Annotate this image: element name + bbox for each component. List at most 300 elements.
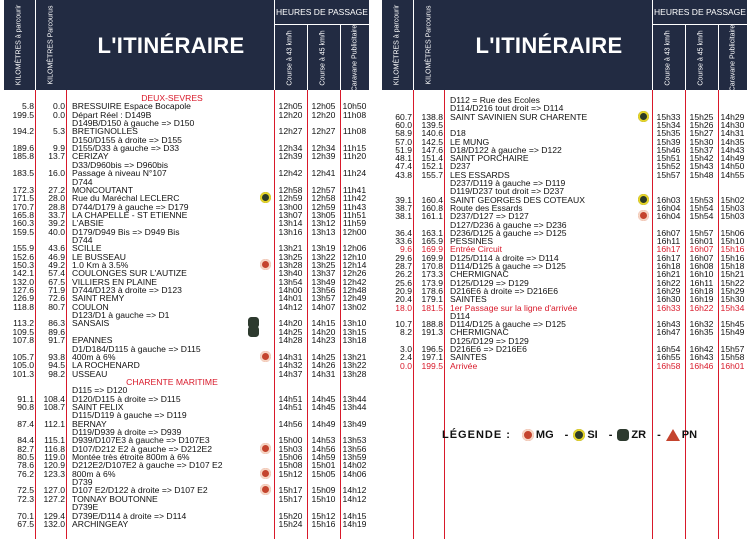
table-cell: 13h54	[278, 276, 303, 287]
table-cell: 14h12	[342, 485, 367, 496]
table-cell: 15h17	[278, 493, 303, 504]
table-cell: 38.7	[395, 202, 412, 213]
route-description: MONCOUTANT	[72, 184, 133, 195]
table-cell: 16h32	[689, 319, 714, 330]
table-cell: 13h28	[342, 368, 367, 379]
table-cell: 90.8	[17, 401, 34, 412]
route-description: Départ Réel : D149B	[72, 109, 152, 120]
table-cell: 12h27	[278, 126, 303, 137]
route-description: D125/D129 => D129	[450, 277, 529, 288]
table-cell: 67.5	[48, 276, 65, 287]
route-description: D1/D184/D115 à gauche => D115	[72, 343, 201, 354]
table-cell: 13h15	[342, 326, 367, 337]
table-cell: 126.9	[12, 293, 34, 304]
table-cell: 16h07	[656, 227, 681, 238]
table-cell: 84.4	[17, 435, 34, 446]
table-cell: 109.5	[12, 326, 34, 337]
route-description: LA ROCHENARD	[72, 360, 140, 371]
route-description: D115 => D120	[72, 385, 128, 396]
table-cell: 12h00	[342, 226, 367, 237]
table-cell: 28.8	[48, 201, 65, 212]
table-cell: 67.5	[17, 518, 34, 529]
route-description: BERNAY	[72, 418, 107, 429]
km-traveled-header: KILOMÈTRES Parcourus	[425, 5, 432, 85]
table-cell: 16h17	[656, 252, 681, 263]
route-description: D125/D129 => D129	[450, 335, 529, 346]
table-cell: 105.0	[12, 360, 34, 371]
table-cell: 14h15	[311, 318, 336, 329]
table-cell: 72.5	[17, 485, 34, 496]
table-cell: 0.0	[53, 101, 65, 112]
table-cell: 87.4	[17, 418, 34, 429]
table-cell: 16h07	[689, 252, 714, 263]
route-description: LE BUSSEAU	[72, 251, 126, 262]
table-cell: 15h54	[689, 211, 714, 222]
table-cell: 13h07	[278, 209, 303, 220]
table-cell: 38.1	[395, 211, 412, 222]
table-cell: 15h27	[689, 128, 714, 139]
table-cell: 70.1	[17, 510, 34, 521]
route-description: D114	[450, 310, 470, 321]
table-cell: 0.0	[53, 109, 65, 120]
table-cell: 11h42	[342, 193, 367, 204]
table-cell: 150.3	[12, 260, 34, 270]
table-cell: 14h56	[278, 418, 303, 429]
table-cell: 15h39	[656, 136, 681, 147]
table-cell: 185.8	[12, 151, 34, 162]
table-cell: 49.2	[48, 260, 65, 270]
table-cell: 15h30	[689, 136, 714, 147]
table-cell: 46.9	[48, 251, 65, 262]
table-cell: 13h16	[278, 226, 303, 237]
mg-icon	[522, 429, 534, 441]
table-cell: 152.1	[421, 161, 443, 172]
route-description: BRETIGNOLLES	[72, 126, 138, 137]
table-cell: 13h53	[342, 435, 367, 446]
table-cell: 14h01	[278, 293, 303, 304]
table-cell: 14h02	[342, 460, 367, 471]
route-description: CERIZAY	[72, 151, 109, 162]
table-cell: 43.6	[48, 243, 65, 254]
table-cell: 15h35	[656, 128, 681, 139]
table-cell: 5.8	[22, 101, 34, 112]
table-row	[4, 519, 369, 529]
table-cell: 112.1	[44, 418, 65, 429]
table-cell: 28.7	[395, 261, 412, 271]
table-cell: 86.3	[48, 318, 65, 329]
route-description: Rue du Maréchal LECLERC	[72, 193, 180, 204]
table-cell: 13h21	[278, 243, 303, 254]
itinerary-page-left	[4, 0, 369, 539]
table-cell: 118.8	[13, 301, 34, 312]
legend-item: SI	[573, 429, 597, 441]
table-cell: 14h30	[720, 119, 745, 130]
km-traveled-header: KILOMÈTRES Parcourus	[47, 5, 54, 85]
table-cell: 12h48	[342, 285, 367, 296]
table-cell: 16h19	[689, 294, 714, 305]
table-cell: 13h37	[311, 268, 336, 279]
table-cell: 16h01	[689, 236, 714, 247]
table-cell: 191.3	[421, 327, 443, 338]
table-cell: 57.0	[395, 136, 412, 147]
table-cell: 14h31	[311, 368, 336, 379]
table-cell: 12h58	[311, 193, 336, 204]
table-cell: 173.9	[421, 277, 443, 288]
table-cell: 11h15	[342, 143, 367, 154]
table-cell: 16h58	[656, 360, 681, 371]
table-cell: 16h54	[656, 344, 681, 354]
legend-title: LÉGENDE :	[442, 429, 511, 441]
table-cell: 13h25	[278, 251, 303, 262]
table-cell: 13h22	[342, 360, 367, 371]
table-cell: 16h43	[656, 319, 681, 330]
km-remaining-header: KILOMÈTRES à parcourir	[15, 4, 23, 86]
table-cell: 14h20	[278, 318, 303, 329]
table-cell: 14h50	[720, 161, 745, 172]
route-description: COULONGES SUR L'AUTIZE	[72, 268, 187, 279]
table-cell: 16h35	[689, 327, 714, 338]
table-cell: 169.9	[421, 252, 443, 263]
table-cell: 15h16	[720, 252, 745, 263]
table-cell: 14h49	[720, 153, 745, 164]
table-cell: 15h37	[689, 144, 714, 155]
route-description: SAINT PORCHAIRE	[450, 153, 529, 164]
table-cell: 12h59	[311, 201, 336, 212]
table-cell: 15h46	[656, 144, 681, 155]
table-cell: 27.2	[48, 184, 65, 195]
route-description: Route des Essards	[450, 202, 523, 213]
table-cell: 16h46	[689, 360, 714, 371]
table-cell: 16h03	[656, 194, 681, 205]
table-cell: 13h49	[311, 276, 336, 287]
table-cell: 14h20	[311, 326, 336, 337]
table-cell: 15h05	[311, 468, 336, 479]
table-cell: 36.4	[395, 227, 412, 238]
table-cell: 14h00	[278, 285, 303, 296]
table-cell: 13h44	[342, 393, 367, 404]
table-cell: 14h07	[311, 301, 336, 312]
table-cell: 15h42	[689, 153, 714, 164]
table-cell: 16h18	[656, 261, 681, 271]
table-cell: 108.7	[43, 401, 65, 412]
table-cell: 15h57	[689, 227, 714, 238]
table-cell: 147.6	[421, 144, 443, 155]
route-description: CHARENTE MARITIME	[126, 376, 218, 387]
table-cell: 172.3	[12, 184, 34, 195]
table-cell: 15h10	[720, 236, 745, 247]
table-cell: 9.9	[53, 143, 65, 154]
table-cell: 93.8	[48, 351, 65, 362]
table-cell: 159.5	[12, 226, 34, 237]
table-cell: 15h21	[720, 269, 745, 280]
route-description: D114/D125 à gauche => D125	[450, 261, 566, 271]
table-cell: 12h59	[278, 193, 303, 204]
table-cell: 16h10	[689, 269, 714, 280]
table-cell: 181.5	[421, 302, 443, 313]
route-description: D744	[72, 234, 93, 245]
table-cell: 132.0	[43, 518, 65, 529]
table-cell: 18.0	[395, 302, 412, 313]
route-description: D127/D236 à gauche => D236	[450, 219, 567, 230]
table-cell: 16h07	[689, 244, 714, 255]
table-cell: 160.8	[421, 202, 443, 213]
table-cell: 12h39	[311, 151, 336, 162]
route-description: SAINT SAVINIEN SUR CHARENTE	[450, 111, 588, 122]
table-cell: 14h59	[311, 452, 336, 463]
route-description: EPANNES	[72, 335, 113, 346]
route-description: Montée très étroite 800m à 6%	[72, 452, 190, 463]
table-cell: 16h11	[656, 236, 681, 247]
table-cell: 15h25	[689, 111, 714, 122]
table-cell: 15h58	[720, 352, 745, 363]
table-cell: 15h16	[311, 518, 336, 529]
table-cell: 60.0	[395, 119, 412, 130]
table-cell: 15h00	[278, 435, 303, 446]
table-cell: 13.7	[48, 151, 65, 162]
table-cell: 13h10	[342, 318, 367, 329]
route-description: 1.0 Km à 3.5%	[72, 260, 129, 270]
table-cell: 15h34	[656, 119, 681, 130]
table-cell: 98.2	[48, 368, 65, 379]
table-cell: 13h56	[342, 443, 367, 454]
table-cell: 16h55	[656, 352, 681, 363]
table-cell: 173.3	[421, 269, 443, 280]
table-cell: 16h33	[656, 302, 681, 313]
table-cell: 5.3	[53, 126, 65, 137]
route-description: D216E6 => D216E6	[450, 344, 527, 354]
table-cell: 12h34	[278, 143, 303, 154]
table-cell: 113.2	[13, 318, 34, 329]
itinerary-page-right	[382, 0, 747, 539]
table-cell: 14h55	[720, 169, 745, 180]
route-description: D744/D179 à gauche => D179	[72, 201, 189, 212]
table-cell: 12h06	[342, 243, 367, 254]
table-cell: 2.4	[400, 352, 412, 363]
table-cell: 16h30	[656, 294, 681, 305]
route-description: D115/D119 à gauche => D119	[72, 410, 187, 421]
table-cell: 14h37	[278, 368, 303, 379]
table-cell: 12h20	[278, 109, 303, 120]
table-cell: 80.5	[17, 452, 34, 463]
table-cell: 140.6	[421, 128, 443, 139]
table-cell: 14h15	[342, 510, 367, 521]
route-description: USSEAU	[72, 368, 108, 379]
table-cell: 12h58	[278, 184, 303, 195]
table-cell: 16h08	[689, 261, 714, 271]
route-description: D155/D33 à gauche => D33	[72, 143, 180, 154]
table-cell: 76.2	[17, 468, 34, 479]
table-cell: 171.5	[12, 193, 34, 204]
table-cell: 116.8	[44, 443, 65, 454]
route-description: D237/D127 => D127	[450, 211, 529, 222]
table-cell: 170.8	[421, 261, 443, 271]
km-remaining-header: KILOMÈTRES à parcourir	[393, 4, 401, 86]
route-description: ARCHINGEAY	[72, 518, 129, 529]
route-description: Arrivée	[450, 360, 478, 371]
table-cell: 15h34	[720, 302, 745, 313]
table-cell: 15h20	[278, 510, 303, 521]
table-cell: 15h10	[311, 493, 336, 504]
table-cell: 199.5	[421, 360, 443, 371]
table-cell: 82.7	[17, 443, 34, 454]
legend-item: MG	[522, 429, 554, 441]
table-cell: 11h43	[342, 201, 367, 212]
table-cell: 0.0	[400, 360, 412, 371]
table-cell: 13h40	[278, 268, 303, 279]
table-cell: 14h31	[720, 128, 745, 139]
route-description: BRESSUIRE Espace Bocapole	[72, 101, 191, 112]
table-cell: 179.1	[421, 294, 443, 305]
speed-45-header: Course à 45 km/h	[698, 29, 705, 86]
table-cell: 16h47	[656, 327, 681, 338]
table-cell: 16h22	[689, 302, 714, 313]
route-description: D179/D949 Bis => D949 Bis	[72, 226, 180, 237]
table-cell: 12h41	[311, 168, 336, 179]
table-cell: 11h41	[342, 184, 367, 195]
table-cell: 15h57	[720, 344, 745, 354]
table-cell: 16h18	[689, 285, 714, 296]
table-cell: 16h42	[689, 344, 714, 354]
table-cell: 16h04	[656, 211, 681, 222]
route-description: D744	[72, 176, 93, 187]
table-cell: 47.4	[395, 161, 412, 172]
speed-43-header: Course à 43 km/h	[665, 29, 672, 86]
table-cell: 14h25	[311, 351, 336, 362]
route-description: SAINT REMY	[72, 293, 125, 304]
table-cell: 12h05	[311, 101, 336, 112]
route-description: D237/D119 à gauche => D119	[450, 178, 566, 188]
route-description: SAINTES	[450, 352, 487, 363]
table-cell: 3.0	[400, 344, 412, 354]
table-cell: 12h57	[311, 184, 336, 195]
table-cell: 33.7	[48, 209, 65, 220]
route-description: LE MUNG	[450, 136, 490, 147]
table-cell: 12h27	[311, 126, 336, 137]
table-cell: 14h43	[720, 144, 745, 155]
table-cell: 13h49	[342, 418, 367, 429]
table-cell: 20.4	[395, 294, 412, 305]
table-cell: 194.2	[12, 126, 34, 137]
table-cell: 108.4	[43, 393, 65, 404]
table-cell: 15h26	[689, 119, 714, 130]
passage-times-header: HEURES DE PASSAGE	[274, 0, 369, 24]
table-cell: 165.8	[12, 209, 34, 220]
page-title: L'ITINÉRAIRE	[475, 33, 623, 58]
route-description: D237	[450, 161, 471, 172]
table-cell: 12h39	[278, 151, 303, 162]
table-cell: 132.0	[12, 276, 34, 287]
route-description: CHERMIGNAC	[450, 269, 509, 280]
route-description: D107/D212 E2 à gauche => D212E2	[72, 443, 212, 454]
table-cell: 161.1	[421, 211, 443, 222]
route-description: D123/D1 à gauche => D1	[72, 310, 170, 321]
table-cell: 12h10	[342, 251, 367, 262]
table-cell: 14h26	[311, 360, 336, 371]
table-cell: 29.6	[395, 252, 412, 263]
route-description: D119/D237 tout droit => D237	[450, 186, 565, 197]
route-description: TONNAY BOUTONNE	[72, 493, 158, 504]
table-cell: 160.4	[421, 194, 443, 205]
table-header	[382, 0, 747, 90]
table-cell: 11h51	[342, 209, 367, 220]
table-cell: 15h03	[278, 443, 303, 454]
table-cell: 58.9	[395, 128, 412, 139]
route-description: D739E/D114 à droite => D114	[72, 510, 187, 521]
table-cell: 40.0	[48, 226, 65, 237]
table-cell: 15h29	[720, 285, 745, 296]
route-description: D120/D115 à droite => D115	[72, 393, 181, 404]
table-cell: 15h17	[278, 485, 303, 496]
table-cell: 14h28	[278, 335, 303, 346]
table-cell: 152.6	[12, 251, 34, 262]
route-description: D744/D123 à droite => D123	[72, 285, 182, 296]
table-cell: 12h20	[311, 109, 336, 120]
route-description: D18/D122 à gauche => D122	[450, 144, 562, 155]
table-cell: 25.6	[395, 277, 412, 288]
table-cell: 12h42	[342, 276, 367, 287]
table-cell: 11h59	[342, 218, 367, 229]
table-cell: 14h29	[720, 111, 745, 122]
table-cell: 11h24	[342, 168, 367, 179]
route-description: D739	[72, 477, 93, 488]
table-cell: 39.1	[395, 194, 412, 205]
table-cell: 15h43	[689, 161, 714, 172]
route-description: D18	[450, 128, 466, 139]
table-cell: 151.4	[421, 153, 443, 164]
table-cell: 15h01	[311, 460, 336, 471]
table-cell: 13h00	[278, 201, 303, 212]
table-cell: 15h03	[720, 202, 745, 213]
table-cell: 16h22	[656, 277, 681, 288]
table-cell: 155.9	[12, 243, 34, 254]
table-cell: 197.1	[421, 352, 443, 363]
table-cell: 15h09	[311, 485, 336, 496]
table-cell: 13h18	[342, 335, 367, 346]
table-cell: 13h05	[311, 209, 336, 220]
table-cell: 10h50	[342, 101, 367, 112]
table-cell: 89.6	[48, 326, 65, 337]
table-cell: 170.7	[12, 201, 34, 212]
table-cell: 33.6	[395, 236, 412, 247]
table-cell: 12h14	[342, 260, 367, 270]
table-cell: 13h59	[342, 452, 367, 463]
table-cell: 14h12	[278, 301, 303, 312]
table-cell: 16h43	[689, 352, 714, 363]
table-cell: 72.3	[17, 493, 34, 504]
table-cell: 72.6	[48, 293, 65, 304]
table-cell: 94.5	[48, 360, 65, 371]
table-cell: 15h16	[720, 244, 745, 255]
table-cell: 105.7	[12, 351, 34, 362]
route-description: COULON	[72, 301, 109, 312]
table-cell: 16h04	[656, 202, 681, 213]
route-description: VILLIERS EN PLAINE	[72, 276, 158, 287]
table-cell: 15h12	[311, 510, 336, 521]
table-cell: 13h57	[311, 293, 336, 304]
table-cell: 15h51	[656, 153, 681, 164]
route-description: Passage à niveau N°107	[72, 168, 167, 179]
table-cell: 71.9	[48, 285, 65, 296]
table-cell: 15h08	[278, 460, 303, 471]
route-description: D119/D939 à droite => D939	[72, 427, 182, 437]
table-cell: 15h53	[689, 194, 714, 205]
table-cell: 12h26	[342, 268, 367, 279]
route-description: D107 E2/D122 à droite => D107 E2	[72, 485, 208, 496]
table-cell: 15h12	[278, 468, 303, 479]
speed-43-header: Course à 43 km/h	[287, 29, 294, 86]
table-cell: 13h56	[311, 285, 336, 296]
si-icon	[573, 429, 585, 441]
